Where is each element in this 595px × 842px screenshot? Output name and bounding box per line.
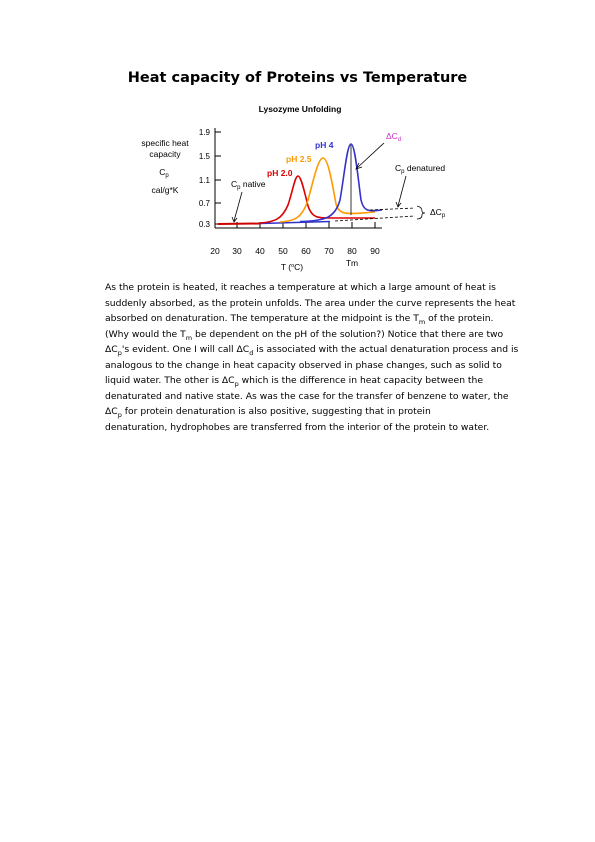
- paragraph-line: analogous to the change in heat capacity observed in phase changes, such as solid to: [105, 359, 502, 371]
- native-baseline: [218, 224, 260, 225]
- figure-svg: [130, 100, 470, 280]
- paragraph-line: As the protein is heated, it reaches a temperature at which a large amount of heat is: [105, 282, 496, 293]
- ph2-curve: [260, 176, 375, 223]
- ph25-label: pH 2.5: [286, 154, 312, 164]
- paragraph-line: denaturation, hydrophobes are transferred from the interior of the protein to water.: [105, 421, 490, 433]
- denatured-extrapolation: [370, 208, 415, 210]
- x-tick-label: 20: [210, 246, 220, 256]
- page-title: Heat capacity of Proteins vs Temperature: [127, 70, 468, 86]
- x-ticks: [210, 222, 380, 256]
- cp-native-arrow: [234, 192, 242, 221]
- y-tick-label: 0.3: [198, 220, 210, 229]
- delta-cd-label: $\Delta C_d$: [386, 131, 402, 143]
- ph2-label: pH 2.0: [267, 168, 293, 178]
- ylabel-line-3: $C_p$: [159, 167, 169, 179]
- y-ticks: [199, 128, 221, 229]
- paragraph-line: absorbed on denaturation. The temperature at the midpoint is the $T_m$ of the protein.: [105, 313, 494, 326]
- paragraph-line: denaturated and native state. As was the case for the transfer of benzene to water, the: [105, 390, 509, 402]
- tm-label: Tm: [345, 258, 359, 268]
- paragraph-line: $\Delta C_p$ for protein denaturation is also positive, suggesting that in protein: [105, 406, 431, 419]
- x-tick-label: 50: [278, 246, 288, 256]
- x-tick-label: 90: [370, 246, 380, 256]
- y-tick-label: 1.9: [198, 128, 210, 137]
- paragraph-line: suddenly absorbed, as the protein unfolds. The area under the curve represents the heat: [105, 297, 516, 309]
- cp-denatured-arrow: [398, 176, 406, 206]
- x-tick-label: 70: [324, 246, 334, 256]
- lysozyme-unfolding-figure: [130, 100, 470, 280]
- paragraph-line: liquid water. The other is $\Delta C_p$ which is the difference in heat capacity between the: [105, 375, 484, 388]
- delta-cp-brace: [417, 206, 425, 219]
- y-tick-label: 1.5: [198, 152, 210, 161]
- y-tick-label: 0.7: [198, 199, 210, 208]
- x-tick-label: 30: [232, 246, 242, 256]
- delta-cd-arrow: [357, 143, 384, 168]
- cp-denatured-label: $C_p$ denatured: [395, 163, 446, 175]
- x-tick-label: 40: [255, 246, 265, 256]
- x-tick-label: 80: [347, 246, 357, 256]
- x-axis-label: T ($^o$C): [280, 262, 304, 272]
- ph4-label: pH 4: [315, 140, 334, 150]
- paragraph-line: (Why would the $T_m$ be dependent on the pH of the solution?) Notice that there are two: [105, 328, 504, 342]
- ylabel-line-4: cal/g*K: [151, 185, 179, 195]
- paragraph-line: $\Delta C_p's$ evident. One I will call $\Delta C_d$ is associated with the actual denaturation process and is: [105, 344, 519, 357]
- x-tick-label: 60: [301, 246, 311, 256]
- figure-title: Lysozyme Unfolding: [258, 104, 342, 114]
- y-tick-label: 1.1: [198, 176, 210, 185]
- cp-native-label: $C_p$ native: [231, 179, 266, 191]
- delta-cp-label: $\Delta C_p$: [430, 207, 446, 219]
- body-paragraph: [105, 280, 535, 435]
- ylabel-line-1: specific heat: [141, 138, 189, 148]
- ylabel-line-2: capacity: [149, 149, 181, 159]
